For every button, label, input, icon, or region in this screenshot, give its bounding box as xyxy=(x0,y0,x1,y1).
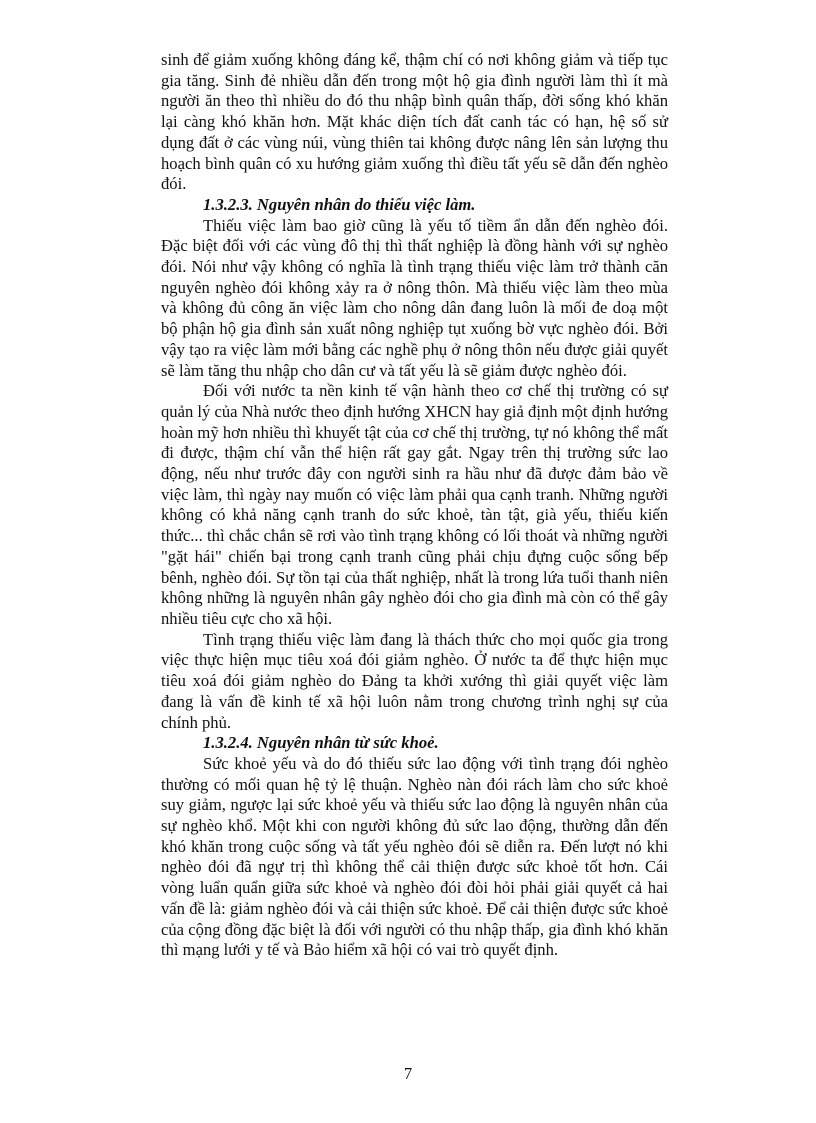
page-number: 7 xyxy=(403,1064,413,1083)
paragraph: Thiếu việc làm bao giờ cũng là yếu tố tiềm ẩn dẫn đến nghèo đói. Đặc biệt đối với các vùng đô thị thì thất nghiệp là đồng hành với sự nghèo đói. Nói như vậy không có nghĩa là tình trạng thiếu việc làm trở thành căn nguyên nghèo đói không xảy ra ở nông thôn. Mà thiếu việc làm theo mùa và không đủ công ăn việc làm cho nông dân đang luôn là mối đe doạ một bộ phận hộ gia đình sản xuất nông nghiệp tụt xuống bờ vực nghèo đói. Bởi vậy tạo ra việc làm mới bằng các nghề phụ ở nông thôn nếu được giải quyết sẽ làm tăng thu nhập cho dân cư và tất yếu là sẽ giảm được nghèo đói. xyxy=(161,215,668,380)
paragraph: Sức khoẻ yếu và do đó thiếu sức lao động với tình trạng đói nghèo thường có mối quan hệ tỷ lệ thuận. Nghèo nàn đói rách làm cho sức khoẻ suy giảm, ngược lại sức khoẻ yếu và thiếu sức lao động là nguyên nhân của sự nghèo khổ. Một khi con người không đủ sức lao động, thường dẫn đến khó khăn trong cuộc sống và tất yếu nghèo đói sẽ diễn ra. Đến lượt nó khi nghèo đói đã ngự trị thì không thể cải thiện được sức khoẻ tốt hơn. Cái vòng luẩn quẩn giữa sức khoẻ và nghèo đói đòi hỏi phải giải quyết cả hai vấn đề là: giảm nghèo đói và cải thiện sức khoẻ. Để cải thiện được sức khoẻ của cộng đồng đặc biệt là đối với người có thu nhập thấp, gia đình khó khăn thì mạng lưới y tế và Bảo hiểm xã hội có vai trò quyết định. xyxy=(161,753,668,960)
paragraph: Đối với nước ta nền kinh tế vận hành theo cơ chế thị trường có sự quản lý của Nhà nước theo định hướng XHCN hay giả định một định hướng hoàn mỹ hơn nhiều thì khuyết tật của cơ chế thị trường, tự nó không thể mất đi được, thậm chí vẫn thể hiện rất gay gắt. Ngay trên thị trường sức lao động, nếu như trước đây con người sinh ra hầu như đã được đảm bảo về việc làm, thì ngày nay muốn có việc làm phải qua cạnh tranh. Những người không có khả năng cạnh tranh do sức khoẻ, tàn tật, già yếu, thiếu kiến thức... thì chắc chắn sẽ rơi vào tình trạng không có lối thoát và những người "gặt hái" chiến bại trong cạnh tranh cũng phải chịu đựng cuộc sống bếp bênh, nghèo đói. Sự tồn tại của thất nghiệp, nhất là trong lứa tuổi thanh niên không những là nguyên nhân gây nghèo đói cho gia đình mà còn có thể gây nhiều tiêu cực cho xã hội. xyxy=(161,381,668,628)
section-heading: 1.3.2.3. Nguyên nhân do thiếu việc làm. xyxy=(203,194,476,214)
paragraph: Tình trạng thiếu việc làm đang là thách thức cho mọi quốc gia trong việc thực hiện mục tiêu xoá đói giảm nghèo. Ở nước ta để thực hiện mục tiêu xoá đói giảm nghèo do Đảng ta khởi xướng thì giải quyết việc làm đang là vấn đề kinh tế xã hội luôn nằm trong chương trình nghị sự của chính phủ. xyxy=(161,629,668,732)
page-body xyxy=(161,50,668,961)
section-heading: 1.3.2.4. Nguyên nhân từ sức khoẻ. xyxy=(203,733,439,753)
paragraph: sinh để giảm xuống không đáng kể, thậm chí có nơi không giảm và tiếp tục gia tăng. Sinh đẻ nhiều dẫn đến trong một hộ gia đình người làm thì ít mà người ăn theo thì nhiều do đó thu nhập bình quân thấp, đời sống khó khăn lại càng khó khăn hơn. Mặt khác diện tích đất canh tác có hạn, hệ số sử dụng đất ở các vùng núi, vùng thiên tai không được nâng lên sản lượng thu hoạch bình quân có xu hướng giảm xuống thì điều tất yếu sẽ dẫn đến nghèo đói. xyxy=(161,50,668,194)
